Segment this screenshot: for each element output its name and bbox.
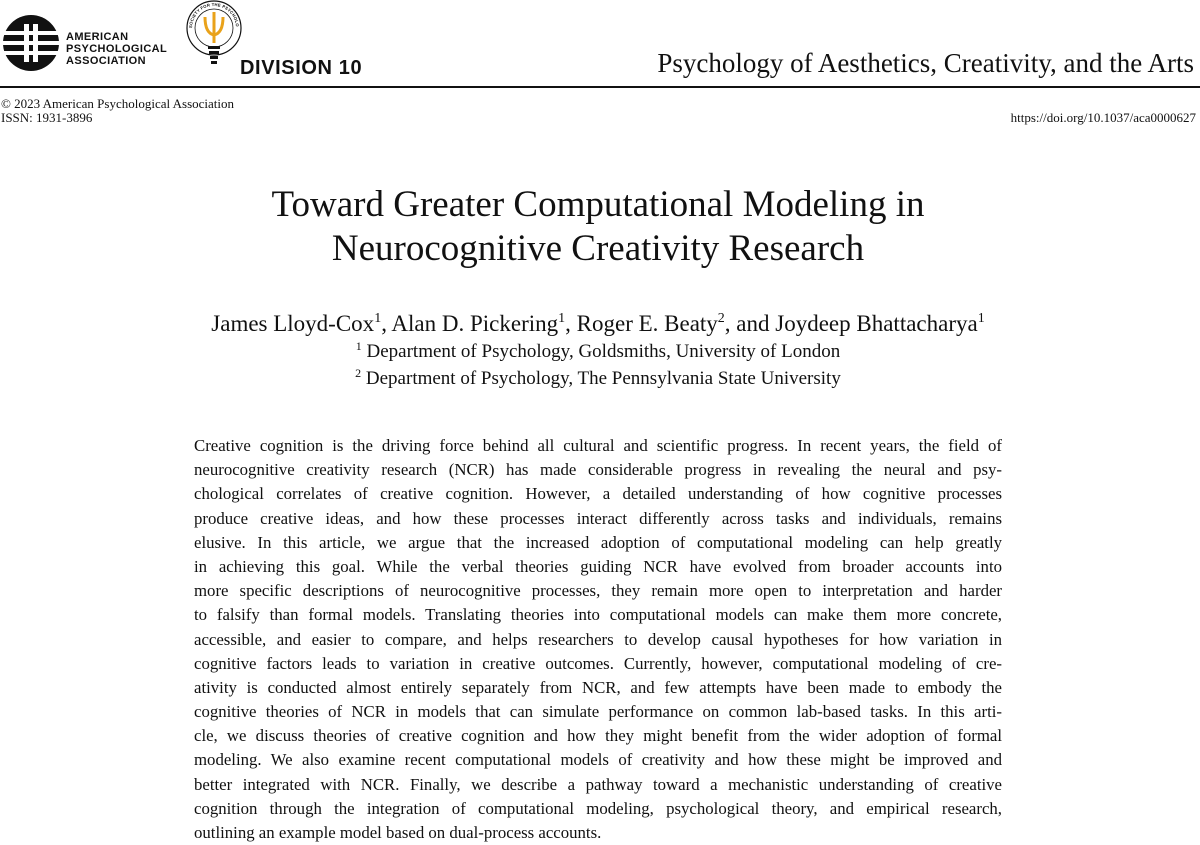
abstract-line: more specific descriptions of neurocognitive processes, they remain more open to interpretation and harder	[194, 581, 1002, 601]
abstract-line: outlining an example model based on dual-process accounts.	[194, 823, 602, 842]
page-header	[0, 0, 1200, 90]
issn: ISSN: 1931-3896	[1, 110, 93, 125]
affiliation-number: 2	[355, 366, 362, 380]
author-separator: ,	[565, 311, 577, 336]
abstract-line: cognitive factors leads to variation in creative outcomes. Currently, however, computational modeling of cre-	[194, 653, 1002, 673]
affiliation-text: Department of Psychology, The Pennsylvania State University	[365, 368, 841, 389]
doi-link[interactable]: https://doi.org/10.1037/aca0000627	[1010, 110, 1196, 125]
abstract-line: cle, we discuss theories of creative cognition and how they might benefit from the wider adoption of formal	[194, 726, 1002, 746]
article-title	[0, 183, 1196, 271]
copyright: © 2023 American Psychological Association	[1, 96, 235, 111]
affiliation	[0, 368, 1196, 390]
abstract	[194, 434, 1002, 845]
abstract-line: neurocognitive creativity research (NCR) has made considerable progress in revealing the neural and psy-	[194, 460, 1002, 480]
author-separator: , and	[724, 311, 776, 336]
abstract-line: accessible, and easier to compare, and helps researchers to develop causal hypotheses for how variation in	[194, 629, 1002, 649]
apa-name	[66, 31, 167, 67]
abstract-line: produce creative ideas, and how these processes interact differently across tasks and individuals, remains	[194, 508, 1002, 528]
abstract-line: cognition through the integration of computational modeling, psychological theory, and empirical research,	[194, 798, 1002, 818]
abstract-line: modeling. We also examine recent computational models of creativity and how these might be improved and	[194, 750, 1002, 770]
abstract-line: better integrated with NCR. Finally, we describe a pathway toward a mechanistic understanding of creative	[194, 774, 1002, 794]
journal-title: Psychology of Aesthetics, Creativity, and the Arts	[657, 48, 1194, 78]
author-separator: ,	[381, 311, 392, 336]
publication-meta	[1, 97, 234, 125]
author-name: James Lloyd-Cox	[211, 311, 375, 336]
affiliation-text: Department of Psychology, Goldsmiths, University of London	[366, 341, 841, 362]
author-affiliation-mark: 2	[717, 311, 725, 326]
abstract-line: elusive. In this article, we argue that the increased adoption of computational modeling can help greatly	[194, 532, 1002, 552]
affiliation	[0, 341, 1196, 363]
title-line: Neurocognitive Creativity Research	[331, 228, 865, 269]
division-10-seal-icon	[184, 0, 244, 78]
header-rule	[0, 86, 1200, 88]
author-affiliation-mark: 1	[374, 311, 382, 326]
abstract-line: ativity is conducted almost entirely separately from NCR, and few attempts have been made to embody the	[194, 677, 1002, 697]
abstract-line: Creative cognition is the driving force behind all cultural and scientific progress. In recent years, the field of	[194, 436, 1002, 455]
svg-text:SOCIETY FOR THE PSYCHOLOGY OF: SOCIETY FOR THE PSYCHOLO	[187, 1, 241, 29]
author-name: Alan D. Pickering	[391, 311, 559, 336]
abstract-line: to falsify than formal models. Translating theories into computational models can make them more concrete,	[194, 605, 1002, 625]
apa-name-line: ASSOCIATION	[66, 55, 146, 67]
apa-logo-icon	[2, 14, 60, 72]
title-line: Toward Greater Computational Modeling in	[271, 184, 925, 225]
affiliation-number: 1	[355, 339, 362, 353]
author-list	[0, 310, 1196, 338]
abstract-line: chological correlates of creative cognition. However, a detailed understanding of how cognitive processes	[194, 484, 1002, 504]
author-name: Joydeep Bhattacharya	[775, 311, 978, 336]
division-label: DIVISION 10	[240, 57, 363, 79]
author-affiliation-mark: 1	[977, 311, 985, 326]
abstract-line: in achieving this goal. While the verbal theories guiding NCR have evolved from broader accounts into	[194, 556, 1002, 576]
author-name: Roger E. Beaty	[576, 311, 718, 336]
abstract-line: cognitive theories of NCR in models that can simulate performance on common lab-based tasks. In this arti-	[194, 702, 1002, 722]
apa-name-line: PSYCHOLOGICAL	[66, 43, 168, 55]
author-affiliation-mark: 1	[558, 311, 566, 326]
apa-name-line: AMERICAN	[66, 31, 129, 43]
